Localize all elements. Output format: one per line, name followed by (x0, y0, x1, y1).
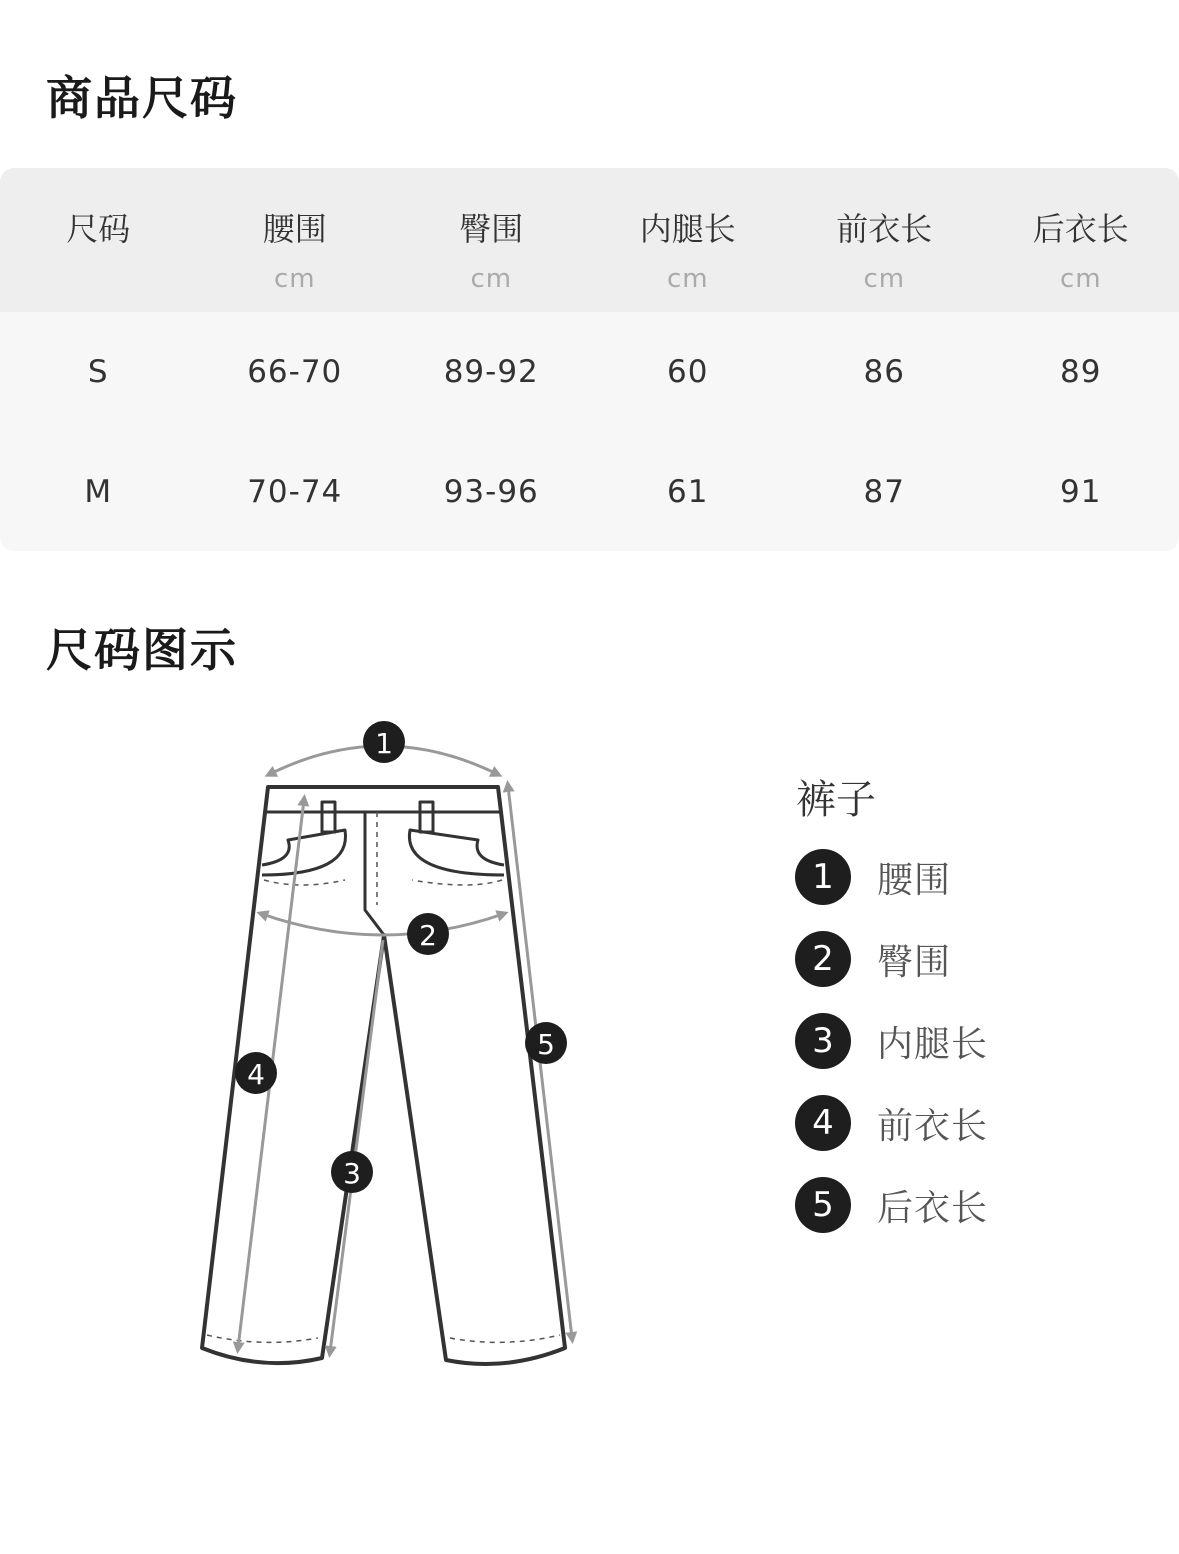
table-cell: 93-96 (443, 474, 539, 510)
header-label: 后衣长 (1032, 210, 1129, 248)
header-waist (197, 168, 394, 312)
legend-label: 后衣长 (877, 1187, 989, 1229)
marker-number: 5 (537, 1028, 555, 1061)
table-cell: S (87, 354, 109, 390)
legend-item-waist (795, 849, 951, 905)
legend-label: 腰围 (877, 859, 952, 901)
legend-label: 内腿长 (877, 1023, 989, 1065)
header-label: 臀围 (459, 210, 524, 248)
table-cell: 70-74 (247, 474, 343, 510)
table-cell: 86 (863, 354, 905, 390)
marker-2 (407, 913, 449, 955)
legend-number: 2 (795, 931, 851, 987)
header-front-length (786, 168, 983, 312)
header-label: 腰围 (262, 210, 327, 248)
marker-3 (331, 1151, 373, 1193)
table-cell: 61 (667, 474, 709, 510)
table-cell: 60 (667, 354, 709, 390)
header-label: 内腿长 (639, 210, 736, 248)
header-unit: cm (666, 264, 709, 294)
header-unit: cm (470, 264, 513, 294)
size-table (0, 168, 1179, 551)
marker-number: 1 (375, 727, 393, 760)
header-unit: cm (863, 264, 906, 294)
marker-number: 3 (343, 1157, 361, 1190)
header-unit: cm (1059, 264, 1102, 294)
header-hip (393, 168, 590, 312)
legend-number: 4 (795, 1095, 851, 1151)
legend-item-front-length (795, 1095, 988, 1151)
header-back-length (983, 168, 1179, 312)
legend-item-back-length (795, 1177, 988, 1233)
size-section-title: 商品尺码 (46, 71, 238, 125)
header-size (0, 168, 197, 312)
header-label: 尺码 (66, 210, 131, 248)
header-unit: cm (273, 264, 316, 294)
header-inseam (590, 168, 787, 312)
marker-1 (363, 721, 405, 763)
legend-item-inseam (795, 1013, 988, 1069)
table-cell: 87 (863, 474, 905, 510)
marker-5 (525, 1022, 567, 1064)
table-cell: M (84, 474, 113, 510)
pants-diagram (170, 700, 630, 1400)
legend-label: 臀围 (877, 941, 952, 983)
table-cell: 89-92 (443, 354, 539, 390)
legend-number: 1 (795, 849, 851, 905)
marker-number: 2 (419, 919, 437, 952)
table-row (0, 432, 1179, 551)
legend-number: 3 (795, 1013, 851, 1069)
header-label: 前衣长 (836, 210, 933, 248)
table-row (0, 312, 1179, 432)
table-cell: 91 (1060, 474, 1102, 510)
marker-number: 4 (247, 1058, 265, 1091)
size-table-header (0, 168, 1179, 312)
legend-item-hip (795, 931, 951, 987)
table-cell: 66-70 (247, 354, 343, 390)
diagram-section-title: 尺码图示 (46, 623, 238, 677)
table-cell: 89 (1060, 354, 1102, 390)
legend-title: 裤子 (796, 777, 876, 823)
legend-label: 前衣长 (877, 1105, 989, 1147)
marker-4 (235, 1052, 277, 1094)
legend-number: 5 (795, 1177, 851, 1233)
